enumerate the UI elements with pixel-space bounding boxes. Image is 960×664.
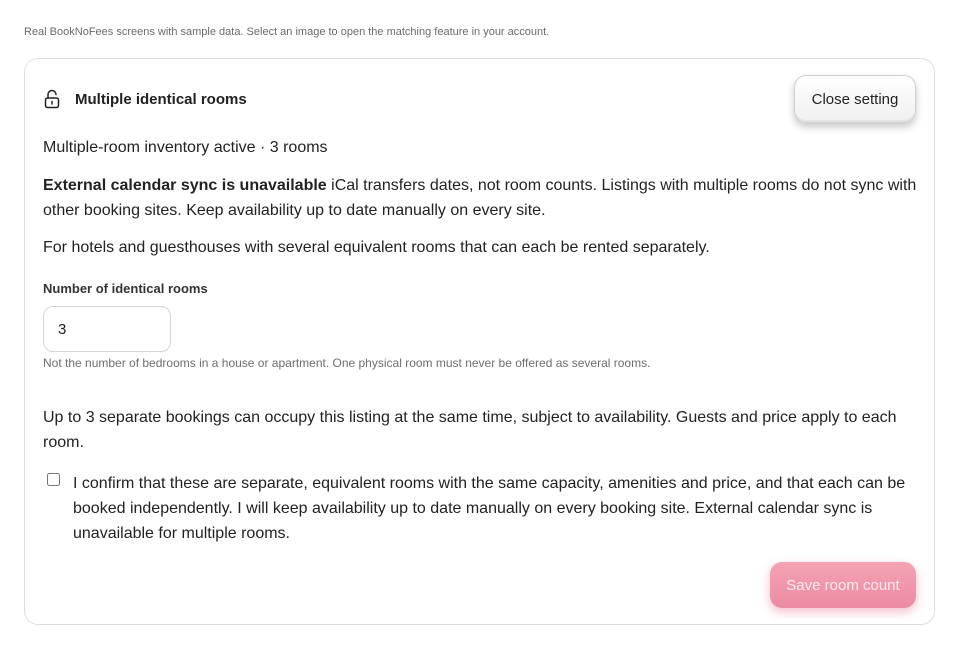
confirm-checkbox[interactable] (47, 473, 60, 486)
setting-title: Multiple identical rooms (75, 90, 247, 108)
room-count-input[interactable] (43, 306, 171, 352)
sync-warning-body: iCal transfers dates, not room counts. Listings with multiple rooms do not sync with other booking sites. Keep availability up to date manually on every site. (43, 177, 917, 219)
close-setting-button[interactable]: Close setting (794, 75, 916, 123)
setting-header (43, 89, 247, 109)
confirm-text[interactable]: I confirm that these are separate, equivalent rooms with the same capacity, amenities and price, and that each can be booked independently. I will keep availability up to date manually on every booking site. External calendar sync is unavailable for multiple rooms. (73, 475, 906, 542)
sync-warning-title: External calendar sync is unavailable (43, 177, 327, 194)
save-room-count-button[interactable]: Save room count (770, 562, 916, 608)
concurrent-bookings-info: Up to 3 separate bookings can occupy this listing at the same time, subject to availability. Guests and price apply to each room. (43, 409, 897, 451)
unlocked-padlock-icon (43, 89, 61, 109)
inventory-status: Multiple-room inventory active · 3 rooms (43, 139, 328, 156)
setting-purpose: For hotels and guesthouses with several equivalent rooms that can each be rented separately. (43, 239, 710, 256)
sync-warning (43, 173, 923, 223)
page-caption: Real BookNoFees screens with sample data. Select an image to open the matching feature in your account. (24, 26, 550, 38)
room-count-label: Number of identical rooms (43, 281, 208, 296)
room-count-hint: Not the number of bedrooms in a house or apartment. One physical room must never be offered as several rooms. (43, 356, 651, 370)
multiple-rooms-setting-card (24, 58, 935, 625)
